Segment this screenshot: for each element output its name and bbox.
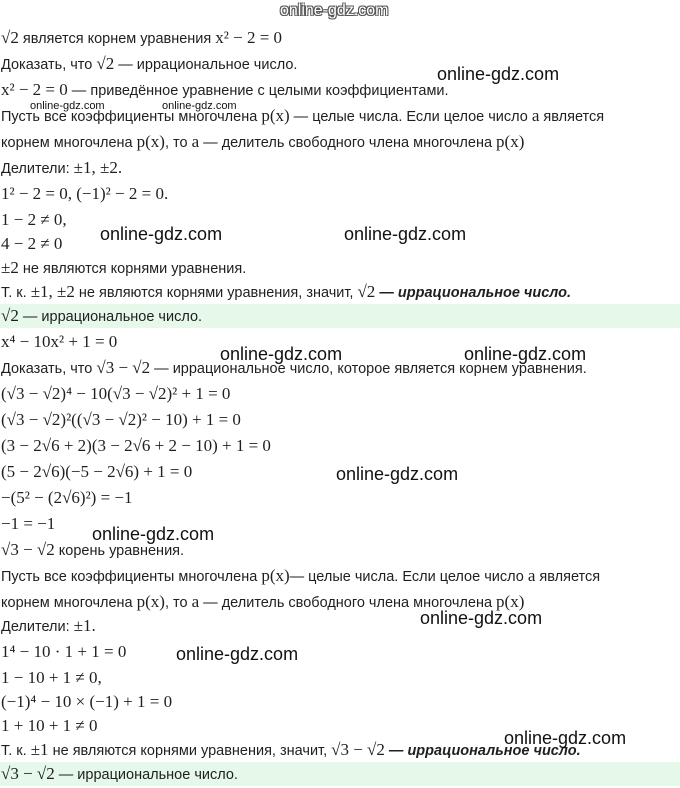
- line-text: является: [535, 569, 601, 585]
- math-expression: 1⁴ − 10 · 1 + 1 = 0: [1, 642, 127, 661]
- solution-line: [0, 486, 680, 510]
- math-expression: (√3 − √2)⁴ − 10(√3 − √2)² + 1 = 0: [1, 384, 231, 403]
- math-expression: a: [191, 592, 200, 611]
- line-text: Пусть все коэффициенты многочлена: [1, 109, 262, 125]
- math-expression: √2: [1, 28, 19, 47]
- math-expression: 1 + 10 + 1 ≠ 0: [1, 716, 98, 735]
- solution-line: [0, 182, 680, 206]
- math-expression: p(x): [496, 592, 525, 611]
- watermark: online-gdz.com: [220, 344, 343, 364]
- line-text: Т. к.: [1, 285, 31, 301]
- math-expression: ±1, ±2: [30, 282, 75, 301]
- solution-line: [0, 256, 680, 280]
- math-expression: p(x): [496, 132, 525, 151]
- solution-line: [0, 640, 680, 664]
- line-text: — делитель свободного члена многочлена: [199, 135, 497, 151]
- watermark: online-gdz.com: [504, 728, 627, 748]
- line-text: не являются корнями уравнения, значит,: [74, 285, 358, 301]
- math-expression: 1 − 10 + 1 ≠ 0,: [1, 668, 102, 687]
- solution-line: [0, 382, 680, 406]
- watermark: online-gdz.com: [92, 524, 215, 544]
- watermark: online-gdz.com: [162, 100, 237, 112]
- solution-line: [0, 564, 680, 588]
- line-text: — иррациональное число, которое является корнем уравнения.: [150, 361, 587, 377]
- math-expression: 4 − 2 ≠ 0: [1, 234, 63, 253]
- watermark: online-gdz.com: [336, 464, 459, 484]
- line-text: — приведённое уравнение с целыми коэффициентами.: [67, 83, 449, 99]
- line-text: — целые числа. Если целое число: [289, 569, 528, 585]
- line-text: , то: [164, 135, 192, 151]
- math-expression: ±1, ±2.: [73, 158, 123, 177]
- math-expression: (5 − 2√6)(−5 − 2√6) + 1 = 0: [1, 462, 193, 481]
- math-expression: √3 − √2: [96, 358, 151, 377]
- math-expression: √3 − √2: [331, 740, 385, 759]
- line-text: , то: [164, 595, 192, 611]
- math-expression: ±1.: [73, 616, 96, 635]
- math-expression: √2: [96, 54, 115, 73]
- line-text: не являются корнями уравнения.: [18, 261, 247, 277]
- solution-line: [0, 304, 680, 328]
- math-expression: 1 − 2 ≠ 0,: [1, 210, 67, 229]
- watermark: online-gdz.com: [464, 344, 587, 364]
- line-text: корень уравнения.: [54, 543, 185, 559]
- line-text: Доказать, что: [1, 361, 97, 377]
- emphasized-conclusion: — иррациональное число.: [384, 743, 581, 759]
- math-expression: √3 − √2: [1, 764, 55, 783]
- math-expression: ±1: [30, 740, 49, 759]
- watermark: online-gdz.com: [420, 608, 543, 628]
- solution-line: [0, 52, 680, 76]
- solution-line: [0, 762, 680, 786]
- line-text: Делители:: [1, 161, 74, 177]
- math-expression: x² − 2 = 0: [215, 28, 283, 47]
- solution-line: [0, 26, 680, 50]
- watermark: online-gdz.com: [437, 64, 560, 84]
- math-expression: (−1)⁴ − 10 × (−1) + 1 = 0: [1, 692, 173, 711]
- watermark: online-gdz.com: [30, 100, 105, 112]
- math-expression: √2: [357, 282, 376, 301]
- line-text: Пусть все коэффициенты многочлена: [1, 569, 262, 585]
- math-expression: p(x): [136, 132, 165, 151]
- watermark-top: online-gdz.com: [280, 2, 389, 19]
- watermark: online-gdz.com: [100, 224, 223, 244]
- solution-line: [0, 666, 680, 690]
- math-expression: x² − 2 = 0: [1, 80, 68, 99]
- math-expression: √2: [1, 306, 19, 325]
- math-expression: a: [531, 106, 540, 125]
- solution-line: [0, 78, 680, 102]
- math-expression: x⁴ − 10x² + 1 = 0: [1, 332, 118, 351]
- line-text: — иррациональное число.: [114, 57, 298, 73]
- solution-line: [0, 156, 680, 180]
- math-expression: p(x): [261, 106, 290, 125]
- line-text: — иррациональное число.: [54, 767, 238, 783]
- solution-line: [0, 434, 680, 458]
- math-expression: (√3 − √2)²((√3 − √2)² − 10) + 1 = 0: [1, 410, 241, 429]
- solution-line: [0, 590, 680, 614]
- line-text: корнем многочлена: [1, 135, 137, 151]
- solution-line: [0, 408, 680, 432]
- line-text: — целые числа. Если целое число: [289, 109, 532, 125]
- solution-line: [0, 130, 680, 154]
- math-expression: a: [191, 132, 200, 151]
- line-text: является: [539, 109, 605, 125]
- watermark: online-gdz.com: [176, 644, 299, 664]
- math-expression: −(5² − (2√6)²) = −1: [1, 488, 133, 507]
- line-text: Т. к.: [1, 743, 31, 759]
- line-text: не являются корнями уравнения, значит,: [48, 743, 332, 759]
- line-text: корнем многочлена: [1, 595, 137, 611]
- solution-line: [0, 614, 680, 638]
- math-expression: 1² − 2 = 0, (−1)² − 2 = 0.: [1, 184, 169, 203]
- math-expression: p(x): [136, 592, 165, 611]
- line-text: — делитель свободного члена многочлена: [199, 595, 497, 611]
- math-expression: ±2: [1, 258, 19, 277]
- watermark: online-gdz.com: [344, 224, 467, 244]
- solution-line: [0, 690, 680, 714]
- math-expression: p(x): [261, 566, 290, 585]
- line-text: Доказать, что: [1, 57, 97, 73]
- math-expression: a: [527, 566, 536, 585]
- math-expression: (3 − 2√6 + 2)(3 − 2√6 + 2 − 10) + 1 = 0: [1, 436, 271, 455]
- emphasized-conclusion: — иррациональное число.: [375, 285, 572, 301]
- math-expression: √3 − √2: [1, 540, 55, 559]
- math-expression: −1 = −1: [1, 514, 56, 533]
- line-text: — иррациональное число.: [18, 309, 203, 325]
- line-text: является корнем уравнения: [18, 31, 216, 47]
- solution-line: [0, 280, 680, 304]
- line-text: Делители:: [1, 619, 74, 635]
